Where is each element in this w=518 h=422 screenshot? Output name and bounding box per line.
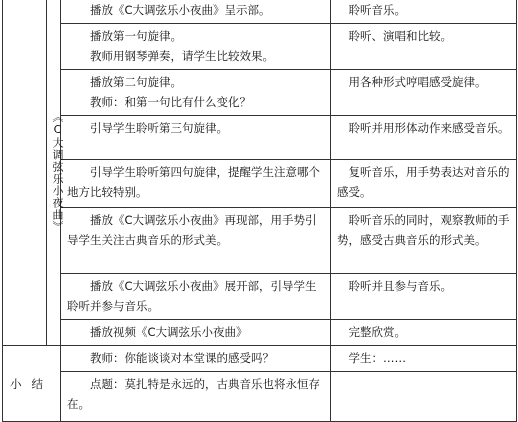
teacher-line: 教师用钢琴弹奏，请学生比较效果。 — [90, 49, 274, 63]
teacher-line: 教师：和第一句比有什么变化？ — [90, 95, 251, 109]
summary-teacher — [61, 372, 331, 422]
summary-line: 点题：莫扎特是永远的，古典音乐也将永恒存在。 — [67, 377, 320, 411]
student-activity — [331, 0, 517, 24]
table-row — [3, 160, 517, 208]
student-activity — [331, 208, 517, 274]
teacher-activity — [61, 208, 331, 274]
student-activity — [331, 116, 517, 160]
teacher-line: 引导学生聆听第三句旋律。 — [90, 121, 228, 135]
table-row — [3, 70, 517, 116]
student-activity — [331, 24, 517, 70]
student-activity — [331, 274, 517, 320]
table-row — [3, 320, 517, 346]
student-line: 完整欣赏。 — [348, 325, 406, 339]
teacher-activity — [61, 274, 331, 320]
table-row — [3, 0, 517, 24]
summary-label: 小结 — [3, 346, 61, 422]
teacher-line: 播放第一句旋律。 — [90, 29, 182, 43]
lesson-plan-table — [2, 0, 517, 422]
student-line: 用各种形式哼唱感受旋律。 — [348, 75, 487, 89]
student-line: 聆听并用形体动作来感受音乐。 — [348, 121, 510, 135]
teacher-line: 播放《C大调弦乐小夜曲》呈示部。 — [90, 3, 271, 17]
teacher-activity — [61, 320, 331, 346]
teacher-line: 播放第二句旋律。 — [90, 75, 182, 89]
student-activity — [331, 70, 517, 116]
table-row — [3, 24, 517, 70]
table-row — [3, 274, 517, 320]
teacher-activity — [61, 24, 331, 70]
section-title-cell — [47, 0, 64, 346]
student-line: 聆听、演唱和比较。 — [348, 29, 452, 43]
student-line: 复听音乐，用手势表达对音乐的感受。 — [337, 165, 510, 199]
student-line: 聆听并且参与音乐。 — [348, 279, 452, 293]
teacher-line: 播放《C大调弦乐小夜曲》再现部，用手势引导学生关注古典音乐的形式美。 — [67, 213, 317, 247]
table-row — [3, 116, 517, 160]
table-row — [3, 208, 517, 274]
teacher-activity — [61, 116, 331, 160]
section-title: 《C大调弦乐小夜曲》 — [51, 110, 64, 233]
summary-row — [3, 372, 517, 422]
left-margin-cell — [3, 0, 47, 346]
teacher-line: 播放《C大调弦乐小夜曲》展开部，引导学生聆听并参与音乐。 — [67, 279, 317, 313]
teacher-line: 播放视频《C大调弦乐小夜曲》 — [90, 325, 248, 339]
summary-student — [331, 346, 517, 372]
teacher-activity — [61, 70, 331, 116]
teacher-activity — [61, 0, 331, 24]
student-activity — [331, 160, 517, 208]
student-line: 聆听音乐的同时，观察教师的手势，感受古典音乐的形式美。 — [337, 213, 510, 247]
summary-student-line: 学生：…… — [348, 351, 406, 365]
student-line: 聆听音乐。 — [348, 3, 406, 17]
summary-line: 教师：你能谈谈对本堂课的感受吗？ — [90, 351, 274, 365]
teacher-line: 引导学生聆听第四句旋律，提醒学生注意哪个地方比较特别。 — [67, 165, 320, 199]
teacher-activity — [61, 160, 331, 208]
summary-row — [3, 346, 517, 372]
student-activity — [331, 320, 517, 346]
summary-student — [331, 372, 517, 422]
summary-teacher — [61, 346, 331, 372]
